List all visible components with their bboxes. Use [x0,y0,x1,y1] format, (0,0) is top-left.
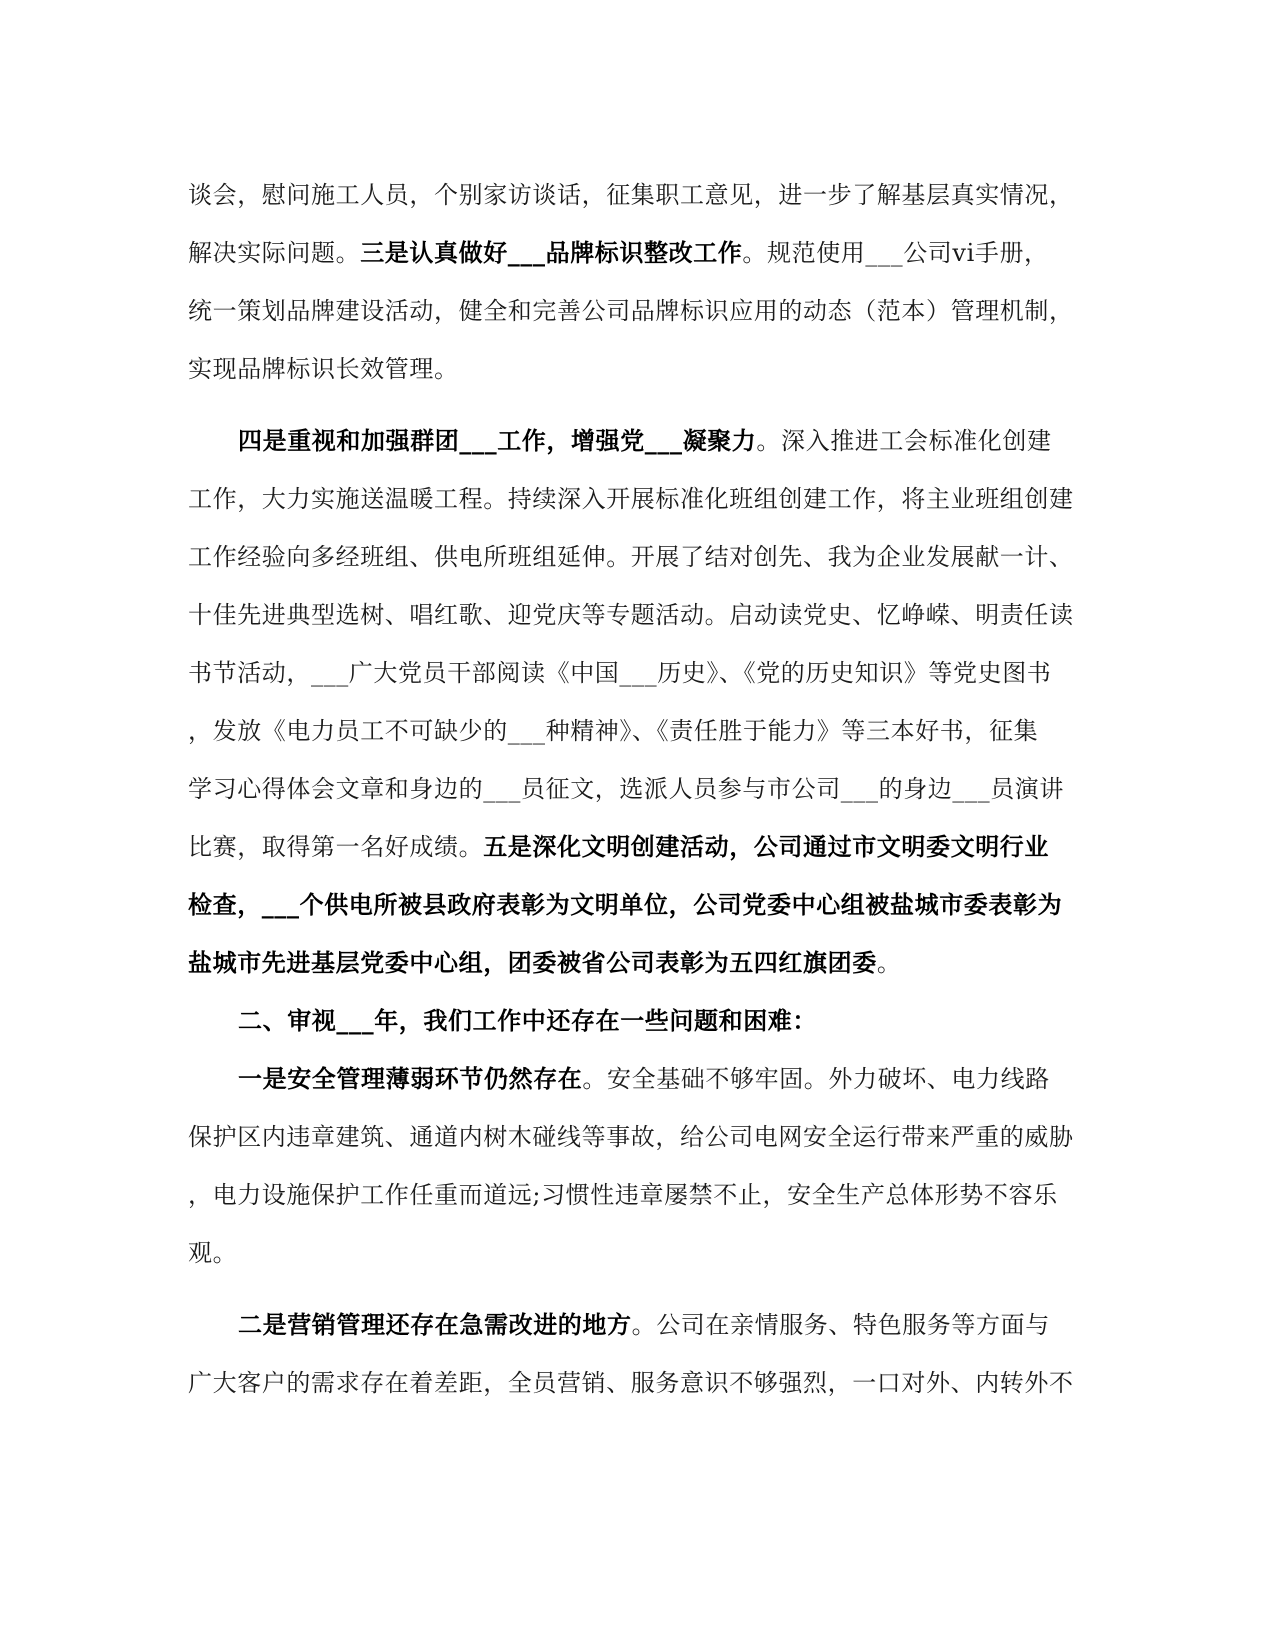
text-line [188,1296,1088,1354]
text-run: 。 [876,949,902,977]
text-line [188,340,1088,398]
text-line [188,1354,1088,1412]
bold-text-run: 检查，___个供电所被县政府表彰为文明单位，公司党委中心组被盐城市委表彰为 [188,891,1063,919]
text-line [188,166,1088,224]
bold-text-run: 二是营销管理还存在急需改进的地方 [238,1311,632,1339]
text-line [188,818,1088,876]
bold-text-run: 盐城市先进基层党委中心组，团委被省公司表彰为五四红旗团委 [188,949,877,977]
text-run: 。深入推进工会标准化创建 [756,427,1052,455]
text-run: 谈会，慰问施工人员，个别家访谈话，征集职工意见，进一步了解基层真实情况， [188,181,1074,209]
text-line [188,644,1088,702]
text-run: 实现品牌标识长效管理。 [188,355,459,383]
bold-text-run: 三是认真做好___品牌标识整改工作 [360,239,743,267]
text-line [188,1166,1088,1224]
text-run: 。规范使用___公司vi手册， [742,239,1049,267]
text-run: 观。 [188,1239,238,1267]
text-run: 统一策划品牌建设活动，健全和完善公司品牌标识应用的动态（范本）管理机制， [188,297,1074,325]
text-line [188,586,1088,644]
section-heading [188,992,1088,1050]
text-line [188,282,1088,340]
text-run: 解决实际问题。 [188,239,361,267]
text-line [188,412,1088,470]
text-run: 。公司在亲情服务、特色服务等方面与 [631,1311,1050,1339]
text-run: 保护区内违章建筑、通道内树木碰线等事故，给公司电网安全运行带来严重的威胁 [188,1123,1074,1151]
text-line [188,934,1088,992]
text-run: 广大客户的需求存在着差距，全员营销、服务意识不够强烈，一口对外、内转外不 [188,1369,1074,1397]
text-run: ，电力设施保护工作任重而道远;习惯性违章屡禁不止，安全生产总体形势不容乐 [188,1181,1058,1209]
text-run: 工作，大力实施送温暖工程。持续深入开展标准化班组创建工作，将主业班组创建 [188,485,1074,513]
text-line [188,1108,1088,1166]
text-line [188,760,1088,818]
text-line [188,702,1088,760]
bold-text-run: 五是深化文明创建活动，公司通过市文明委文明行业 [483,833,1050,861]
text-run: ，发放《电力员工不可缺少的___种精神》、《责任胜于能力》等三本好书，征集 [188,717,1039,745]
text-line [188,1050,1088,1108]
text-line [188,528,1088,586]
bold-text-run: 二、审视___年，我们工作中还存在一些问题和困难： [238,1007,817,1035]
text-run: 比赛，取得第一名好成绩。 [188,833,484,861]
bold-text-run: 四是重视和加强群团___工作，增强党___凝聚力 [238,427,757,455]
text-line [188,876,1088,934]
text-line [188,1224,1088,1282]
bold-text-run: 一是安全管理薄弱环节仍然存在 [238,1065,583,1093]
text-line [188,224,1088,282]
text-run: 十佳先进典型选树、唱红歌、迎党庆等专题活动。启动读党史、忆峥嵘、明责任读 [188,601,1074,629]
text-run: 学习心得体会文章和身边的___员征文，选派人员参与市公司___的身边___员演讲 [188,775,1064,803]
document-body [188,166,1088,1412]
text-run: 工作经验向多经班组、供电所班组延伸。开展了结对创先、我为企业发展献一计、 [188,543,1074,571]
text-run: 。安全基础不够牢固。外力破坏、电力线路 [582,1065,1050,1093]
text-line [188,470,1088,528]
text-run: 书节活动，___广大党员干部阅读《中国___历史》、《党的历史知识》等党史图书 [188,659,1052,687]
